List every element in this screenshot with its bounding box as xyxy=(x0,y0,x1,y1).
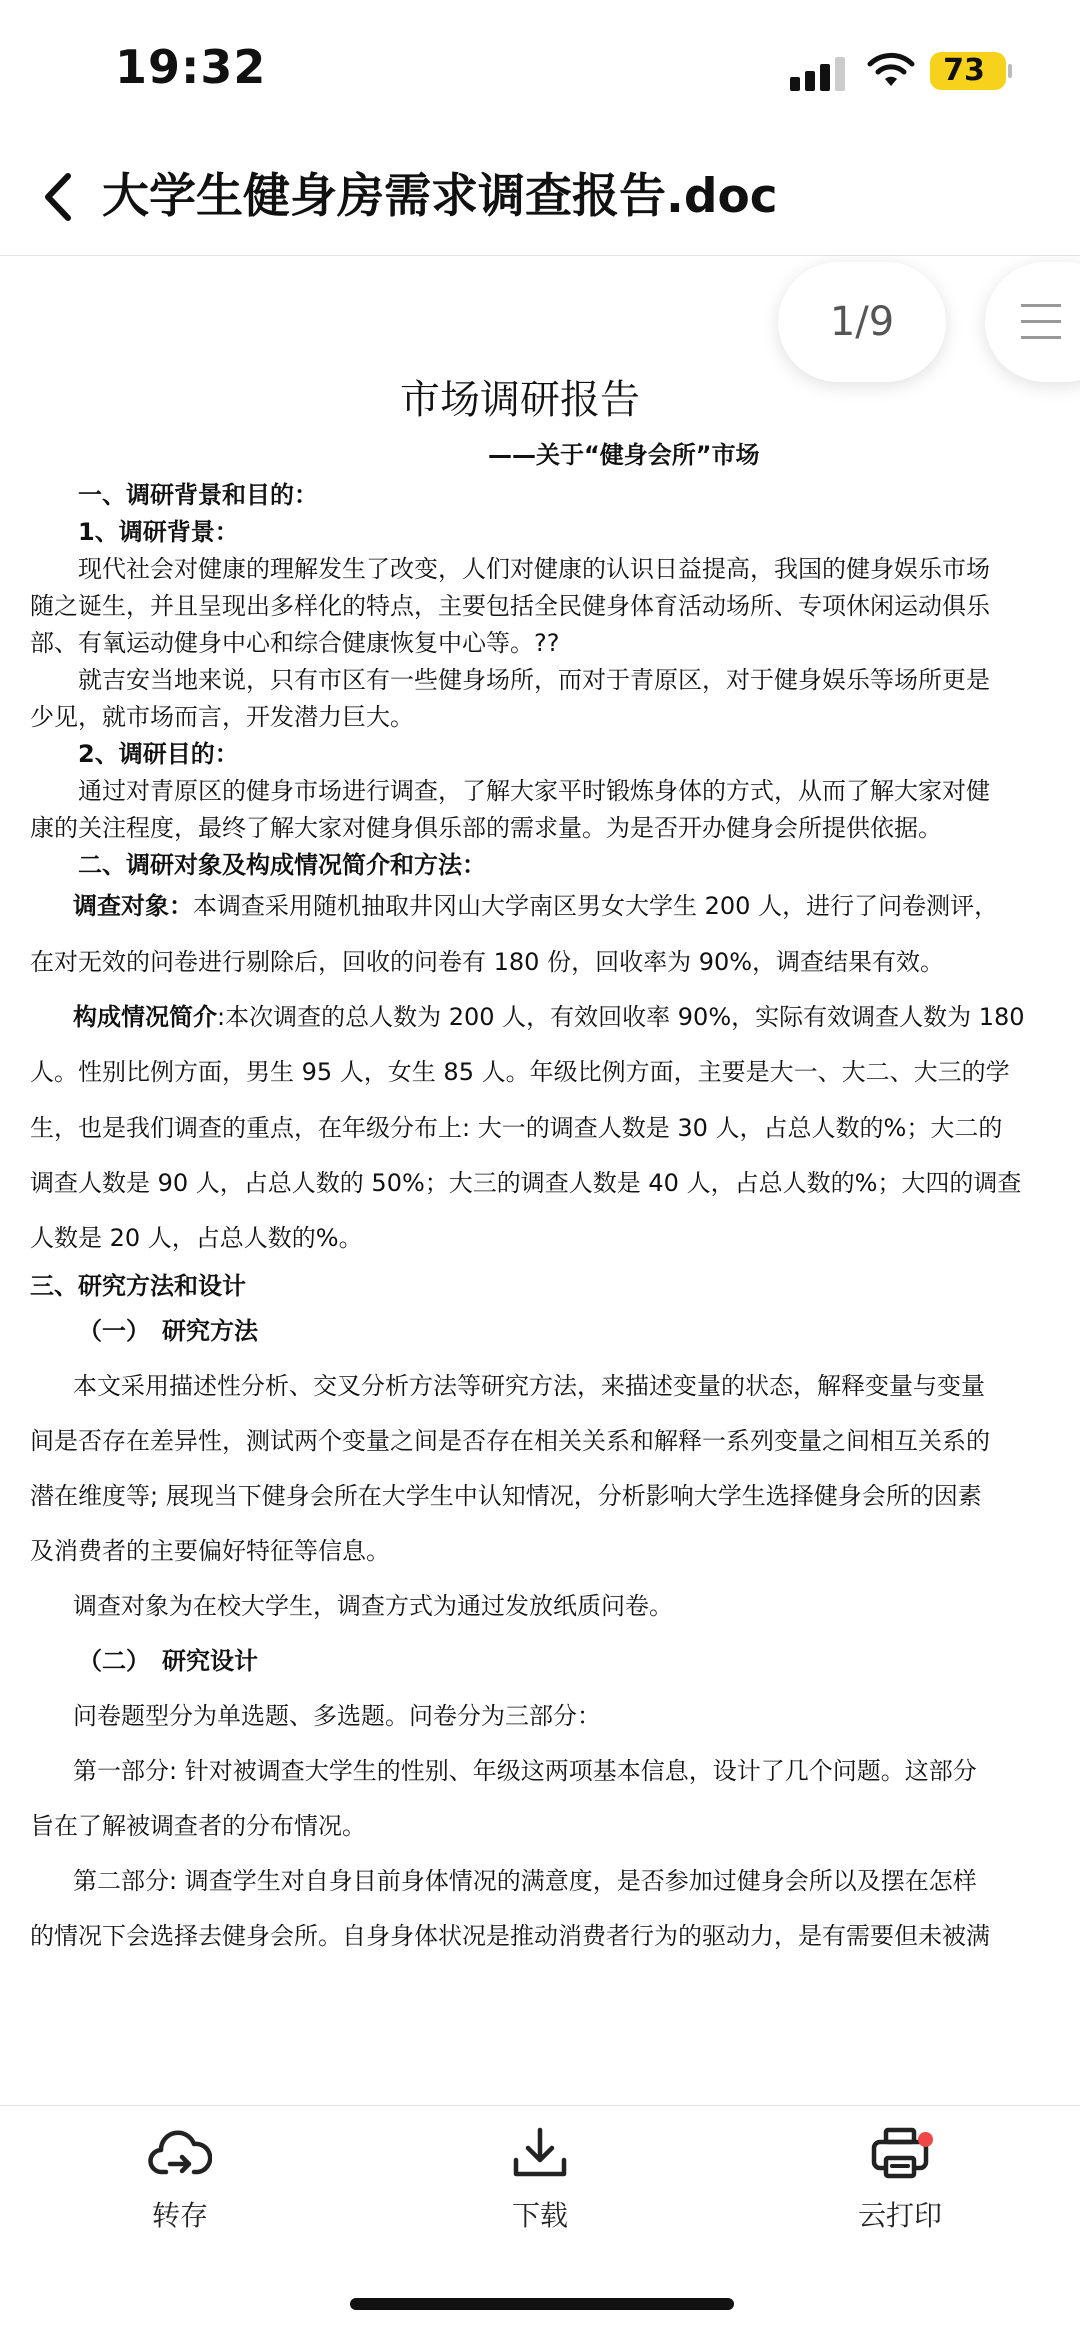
composition-label: 构成情况简介 xyxy=(73,1003,217,1031)
paragraph-line: 调查人数是 90 人，占总人数的 50%；大三的调查人数是 40 人，占总人数的%；大四的调查 xyxy=(30,1169,1022,1197)
section-heading: 三、研究方法和设计 xyxy=(30,1272,246,1300)
notification-dot xyxy=(918,2132,933,2147)
paragraph-line: 通过对青原区的健身市场进行调查，了解大家平时锻炼身体的方式，从而了解大家对健 xyxy=(78,777,990,805)
paragraph-line: 构成情况简介:本次调查的总人数为 200 人，有效回收率 90%，实际有效调查人数为 180 xyxy=(73,1003,1025,1031)
paragraph-line: 问卷题型分为单选题、多选题。问卷分为三部分： xyxy=(73,1702,601,1730)
subsection-heading: 1、调研背景： xyxy=(78,518,239,546)
paragraph-line: 本文采用描述性分析、交叉分析方法等研究方法，来描述变量的状态，解释变量与变量 xyxy=(73,1372,985,1400)
paragraph-line: 调查对象为在校大学生，调查方式为通过发放纸质问卷。 xyxy=(73,1592,673,1620)
download-label: 下载 xyxy=(511,2199,568,2232)
download-icon xyxy=(508,2126,572,2182)
paragraph-line: 旨在了解被调查者的分布情况。 xyxy=(30,1812,366,1840)
save-label: 转存 xyxy=(151,2199,208,2232)
paragraph-line: 第一部分: 针对被调查大学生的性别、年级这两项基本信息，设计了几个问题。这部分 xyxy=(73,1757,977,1785)
subject-label: 调查对象： xyxy=(73,892,193,920)
paragraph-line: 少见，就市场而言，开发潜力巨大。 xyxy=(30,703,414,731)
paragraph-line: 及消费者的主要偏好特征等信息。 xyxy=(30,1537,390,1565)
chevron-left-icon xyxy=(28,162,88,232)
battery-icon xyxy=(930,52,1006,90)
paragraph-line: 就吉安当地来说，只有市区有一些健身场所，而对于青原区，对于健身娱乐等场所更是 xyxy=(78,666,990,694)
paragraph-line: 部、有氧运动健身中心和综合健康恢复中心等。?? xyxy=(30,629,560,657)
wifi-icon xyxy=(866,50,916,90)
paragraph-line: 随之诞生，并且呈现出多样化的特点，主要包括全民健身体育活动场所、专项休闲运动俱乐 xyxy=(30,592,990,620)
paragraph-line: 在对无效的问卷进行剔除后，回收的问卷有 180 份，回收率为 90%，调查结果有效。 xyxy=(30,948,945,976)
print-label: 云打印 xyxy=(857,2199,942,2232)
home-indicator xyxy=(350,2298,734,2310)
document-page xyxy=(0,255,1080,2105)
download-button[interactable] xyxy=(440,2126,640,2266)
status-bar xyxy=(0,0,1080,140)
paragraph-line: 康的关注程度，最终了解大家对健身俱乐部的需求量。为是否开办健身会所提供依据。 xyxy=(30,814,942,842)
cellular-signal-icon xyxy=(790,55,846,91)
battery-level: 73 xyxy=(943,53,985,88)
subsection-heading: 2、调研目的： xyxy=(78,740,239,768)
save-to-cloud-button[interactable] xyxy=(80,2126,280,2266)
section-heading: 一、调研背景和目的： xyxy=(78,481,318,509)
paragraph-line: 人。性别比例方面，男生 95 人，女生 85 人。年级比例方面，主要是大一、大二、大三的学 xyxy=(30,1058,1010,1086)
back-button[interactable] xyxy=(28,162,88,232)
document-title: 大学生健身房需求调查报告.doc xyxy=(102,169,778,224)
status-time: 19:32 xyxy=(115,40,267,94)
paragraph-line: 间是否存在差异性，测试两个变量之间是否存在相关关系和解释一系列变量之间相互关系的 xyxy=(30,1427,990,1455)
cloud-save-icon xyxy=(148,2126,212,2182)
paragraph-line: 调查对象：本调查采用随机抽取井冈山大学南区男女大学生 200 人，进行了问卷测评， xyxy=(73,892,999,920)
paragraph-line: 生，也是我们调查的重点，在年级分布上: 大一的调查人数是 30 人，占总人数的%；大二的 xyxy=(30,1114,1003,1142)
paragraph-line: 第二部分: 调查学生对自身目前身体情况的满意度，是否参加过健身会所以及摆在怎样 xyxy=(73,1867,977,1895)
paragraph-line: 人数是 20 人，占总人数的%。 xyxy=(30,1224,363,1252)
cloud-print-button[interactable] xyxy=(800,2126,1000,2266)
page-indicator[interactable]: 1/9 xyxy=(778,262,946,382)
paragraph-line: 现代社会对健康的理解发生了改变，人们对健康的认识日益提高，我国的健身娱乐市场 xyxy=(78,555,990,583)
paragraph-line: 的情况下会选择去健身会所。自身身体状况是推动消费者行为的驱动力，是有需要但未被满 xyxy=(30,1922,990,1950)
paragraph-line: 潜在维度等; 展现当下健身会所在大学生中认知情况，分析影响大学生选择健身会所的因素 xyxy=(30,1482,982,1510)
subsection-heading: （一） 研究方法 xyxy=(78,1317,258,1345)
report-title: 市场调研报告 xyxy=(400,377,640,423)
subsection-heading: （二） 研究设计 xyxy=(78,1647,258,1675)
section-heading: 二、调研对象及构成情况简介和方法： xyxy=(78,851,486,879)
header xyxy=(0,140,1080,256)
report-subtitle: ——关于“健身会所”市场 xyxy=(488,441,760,469)
